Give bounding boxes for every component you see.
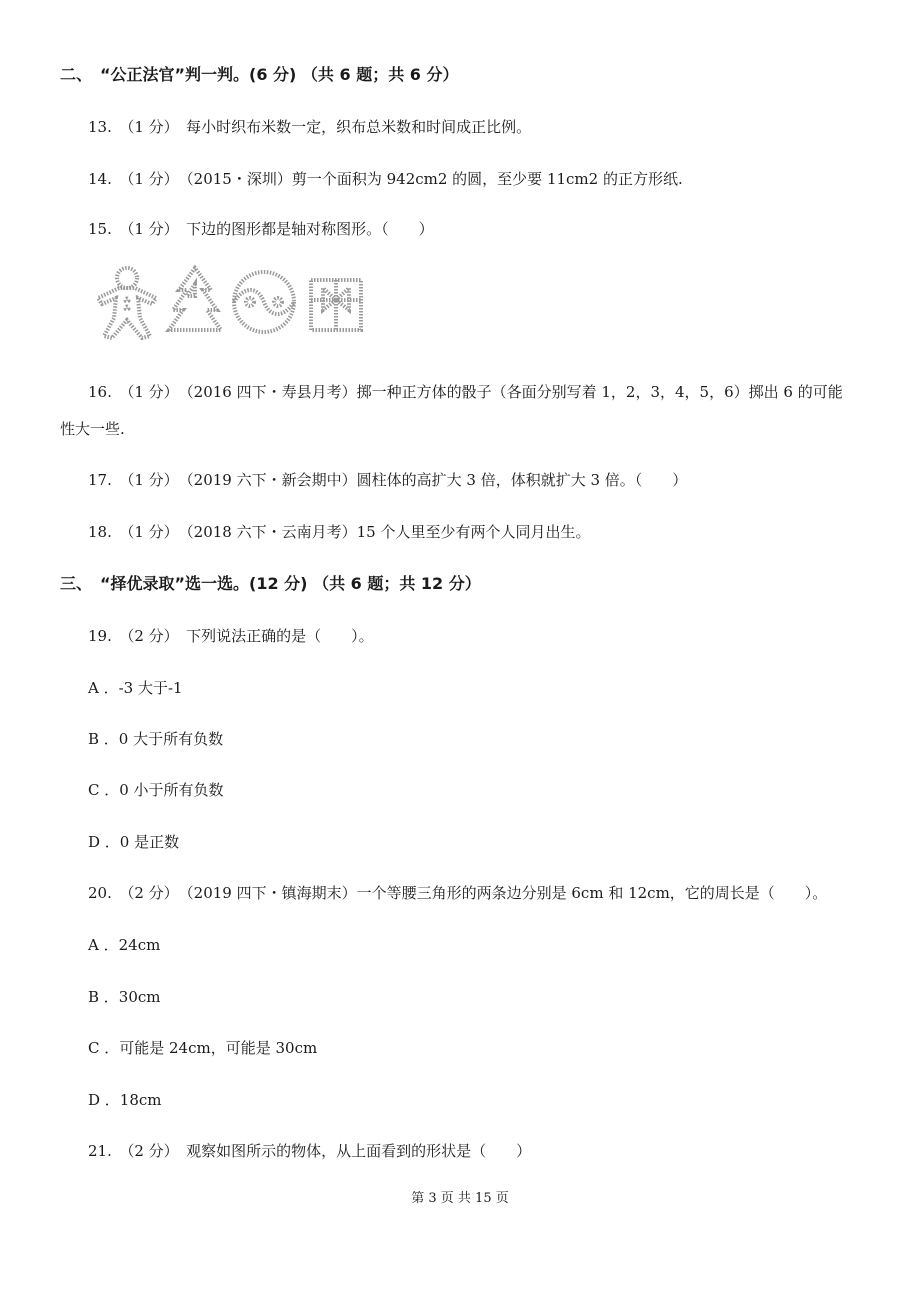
question-13: 13. （1 分） 每小时织布米数一定，织布总米数和时间成正比例。	[88, 118, 532, 136]
gift-box-icon	[305, 264, 365, 340]
question-19-option-d: D ．0 是正数	[88, 833, 180, 851]
question-19: 19. （2 分） 下列说法正确的是（ ）。	[88, 627, 374, 645]
question-20-option-b: B ．30cm	[88, 988, 161, 1006]
question-21: 21. （2 分） 观察如图所示的物体，从上面看到的形状是（ ）	[88, 1142, 532, 1160]
section-heading-judge: 二、 “公正法官”判一判。(6 分) （共 6 题；共 6 分）	[60, 65, 459, 84]
question-20: 20. （2 分） （2019 四下・镇海期末）一个等腰三角形的两条边分别是 6cm 和 12cm，它的周长是（ ）。	[88, 884, 828, 902]
gingerbread-man-icon	[94, 264, 160, 340]
question-19-option-b: B ．0 大于所有负数	[88, 730, 224, 748]
question-16-continuation: 性大一些.	[60, 420, 125, 438]
question-20-option-c: C ．可能是 24cm，可能是 30cm	[88, 1039, 318, 1057]
question-15: 15. （1 分） 下边的图形都是轴对称图形。（ ）	[88, 220, 434, 238]
yin-yang-icon	[230, 264, 300, 340]
page-footer: 第 3 页 共 15 页	[411, 1191, 509, 1206]
question-14: 14. （1 分） （2015・深圳）剪一个面积为 942cm2 的圆，至少要 11cm2 的正方形纸.	[88, 170, 683, 188]
question-20-option-d: D ．18cm	[88, 1091, 162, 1109]
question-20-option-a: A ．24cm	[88, 936, 161, 954]
christmas-tree-icon	[165, 264, 225, 340]
section-heading-choose: 三、 “择优录取”选一选。(12 分) （共 6 题；共 12 分）	[60, 574, 481, 593]
question-18: 18. （1 分） （2018 六下・云南月考）15 个人里至少有两个人同月出生。	[88, 523, 591, 541]
symmetry-figures	[94, 264, 374, 340]
question-19-option-a: A ．-3 大于-1	[88, 679, 183, 697]
question-17: 17. （1 分） （2019 六下・新会期中）圆柱体的高扩大 3 倍，体积就扩大 3 倍。（ ）	[88, 471, 688, 489]
question-19-option-c: C ．0 小于所有负数	[88, 781, 224, 799]
question-16: 16. （1 分） （2016 四下・寿县月考）掷一种正方体的骰子（各面分别写着 1，2，3，4，5，6）掷出 6 的可能	[88, 383, 843, 401]
